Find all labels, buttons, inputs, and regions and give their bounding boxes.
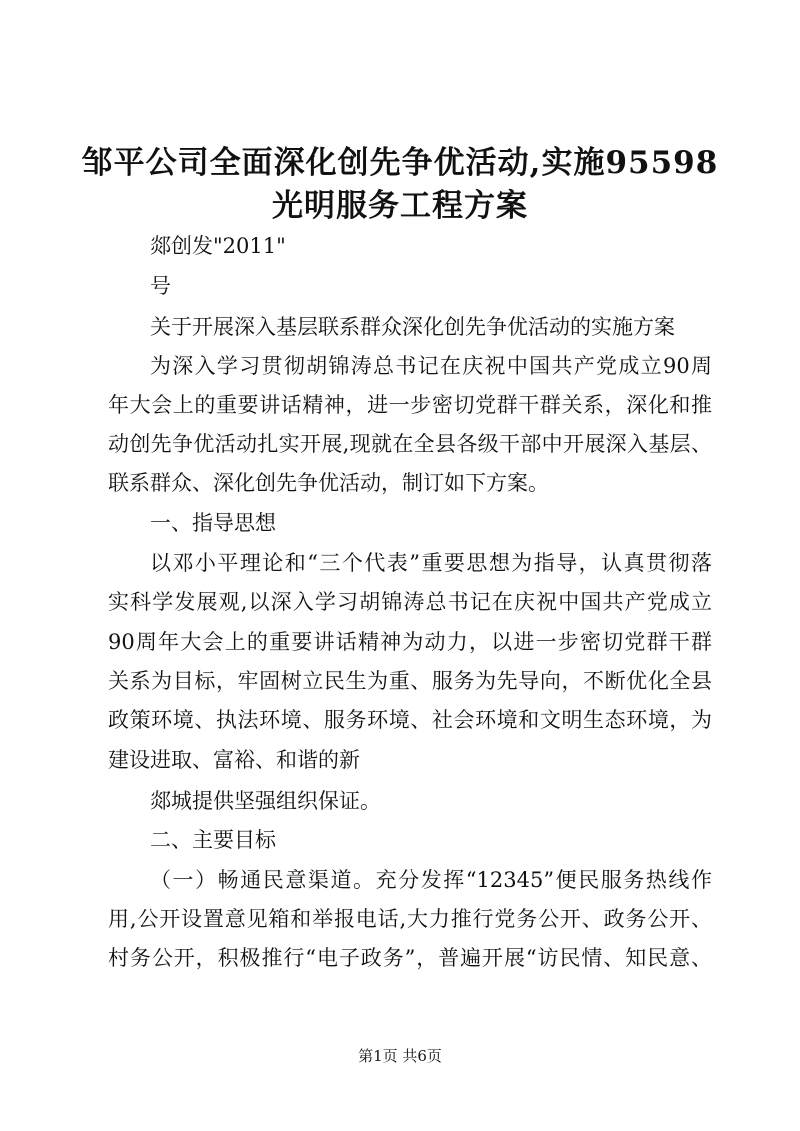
page-footer: 第1页 共6页 <box>358 1047 442 1065</box>
paragraph-line: 联系群众、深化创先争优活动，制订如下方案。 <box>108 471 549 495</box>
paragraph-line: 关系为目标，牢固树立民生为重、服务为先导向，不断优化全县 <box>108 669 712 693</box>
paragraph-line: 郯城提供坚强组织保证。 <box>150 789 381 813</box>
document-title-line-1: 邹平公司全面深化创先争优活动,实施95598 <box>81 145 719 181</box>
document-number: 郯创发"2011" <box>150 234 286 258</box>
paragraph-line: 用,公开设置意见箱和举报电话,大力推行党务公开、政务公开、 <box>108 907 712 931</box>
paragraph-line: 村务公开，积极推行“电子政务”，普遍开展“访民情、知民意、 <box>108 946 712 970</box>
plan-heading: 关于开展深入基层联系群众深化创先争优活动的实施方案 <box>150 315 675 339</box>
section-heading-guiding-thought: 一、指导思想 <box>150 511 276 535</box>
paragraph-line: 实科学发展观,以深入学习胡锦涛总书记在庆祝中国共产党成立 <box>108 590 712 614</box>
paragraph-line: 建设进取、富裕、和谐的新 <box>108 748 360 772</box>
paragraph-line: 政策环境、执法环境、服务环境、社会环境和文明生态环境，为 <box>108 708 712 732</box>
document-title-line-2: 光明服务工程方案 <box>272 188 528 224</box>
paragraph-line: 动创先争优活动扎实开展,现就在全县各级干部中开展深入基层、 <box>108 432 712 456</box>
paragraph-line: 为深入学习贯彻胡锦涛总书记在庆祝中国共产党成立90周 <box>150 354 712 378</box>
section-heading-main-goals: 二、主要目标 <box>150 828 276 852</box>
paragraph-line: 90周年大会上的重要讲话精神为动力，以进一步密切党群干群 <box>108 630 712 654</box>
paragraph-line: 年大会上的重要讲话精神，进一步密切党群干群关系，深化和推 <box>108 393 712 417</box>
paragraph-line: 以邓小平理论和“三个代表”重要思想为指导，认真贯彻落 <box>150 551 712 575</box>
document-number-suffix: 号 <box>150 274 171 298</box>
paragraph-line: （一）畅通民意渠道。充分发挥“12345”便民服务热线作 <box>150 868 712 892</box>
